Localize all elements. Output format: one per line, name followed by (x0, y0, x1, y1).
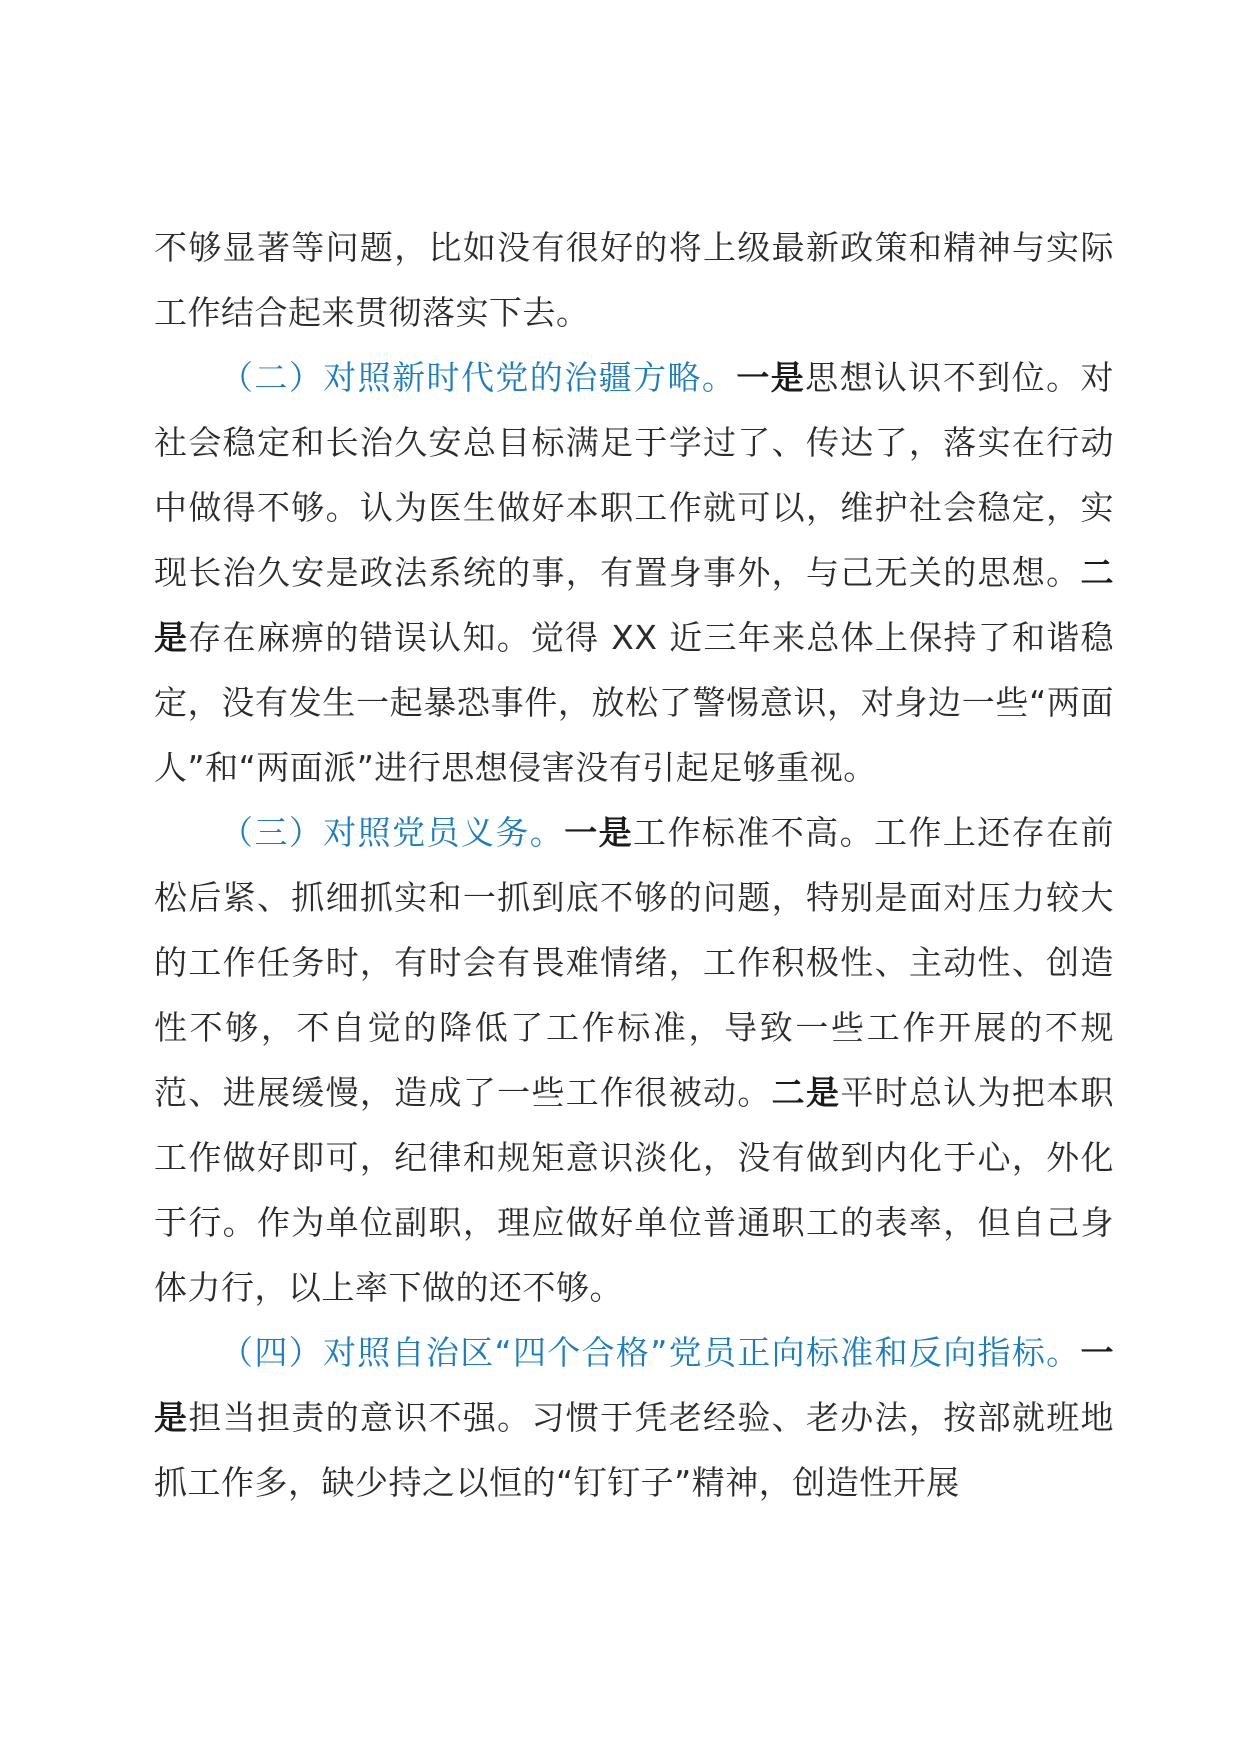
paragraph-text: 工作标准不高。工作上还存在前松后紧、抓细抓实和一抓到底不够的问题，特别是面对压力较大的工作任务时，有时会有畏难情绪，工作积极性、主动性、创造性不够，不自觉的降低了工作标准，导致一些工作开展的不规范、进展缓慢，造成了一些工作很被动。 (154, 813, 1115, 1112)
paragraph-text: 思想认识不到位。对社会稳定和长治久安总目标满足于学过了、传达了，落实在行动中做得不够。认为医生做好本职工作就可以，维护社会稳定，实现长治久安是政法系统的事，有置身事外，与己无关的思想。 (154, 358, 1115, 592)
paragraph-3 (154, 800, 1114, 1320)
paragraph-4 (154, 1320, 1114, 1515)
section-heading-2: （二）对照新时代党的治疆方略。 (220, 358, 737, 397)
bold-marker-second: 二是 (771, 1073, 841, 1112)
bold-marker-first: 一是 (736, 358, 806, 397)
paragraph-text: 平时总认为把本职工作做好即可，纪律和规矩意识淡化，没有做到内化于心，外化于行。作为单位副职，理应做好单位普通职工的表率，但自己身体力行，以上率下做的还不够。 (154, 1073, 1115, 1307)
section-heading-4: （四）对照自治区“四个合格”党员正向标准和反向指标。 (220, 1333, 1081, 1372)
paragraph-text: 担当担责的意识不强。习惯于凭老经验、老办法，按部就班地抓工作多，缺少持之以恒的“钉钉子”精神，创造性开展 (154, 1398, 1115, 1502)
paragraph-text: 存在麻痹的错误认知。觉得 XX 近三年来总体上保持了和谐稳定，没有发生一起暴恐事件，放松了警惕意识，对身边一些“两面人”和“两面派”进行思想侵害没有引起足够重视。 (154, 618, 1115, 787)
paragraph-2 (154, 345, 1114, 800)
bold-marker-first: 一是 (154, 1333, 1114, 1437)
document-body (154, 215, 1114, 1515)
paragraph-1 (154, 215, 1114, 345)
section-heading-3: （三）对照党员义务。 (220, 813, 565, 852)
bold-marker-second: 二是 (154, 553, 1114, 657)
bold-marker-first: 一是 (564, 813, 634, 852)
paragraph-text: 不够显著等问题，比如没有很好的将上级最新政策和精神与实际工作结合起来贯彻落实下去。 (154, 228, 1114, 332)
